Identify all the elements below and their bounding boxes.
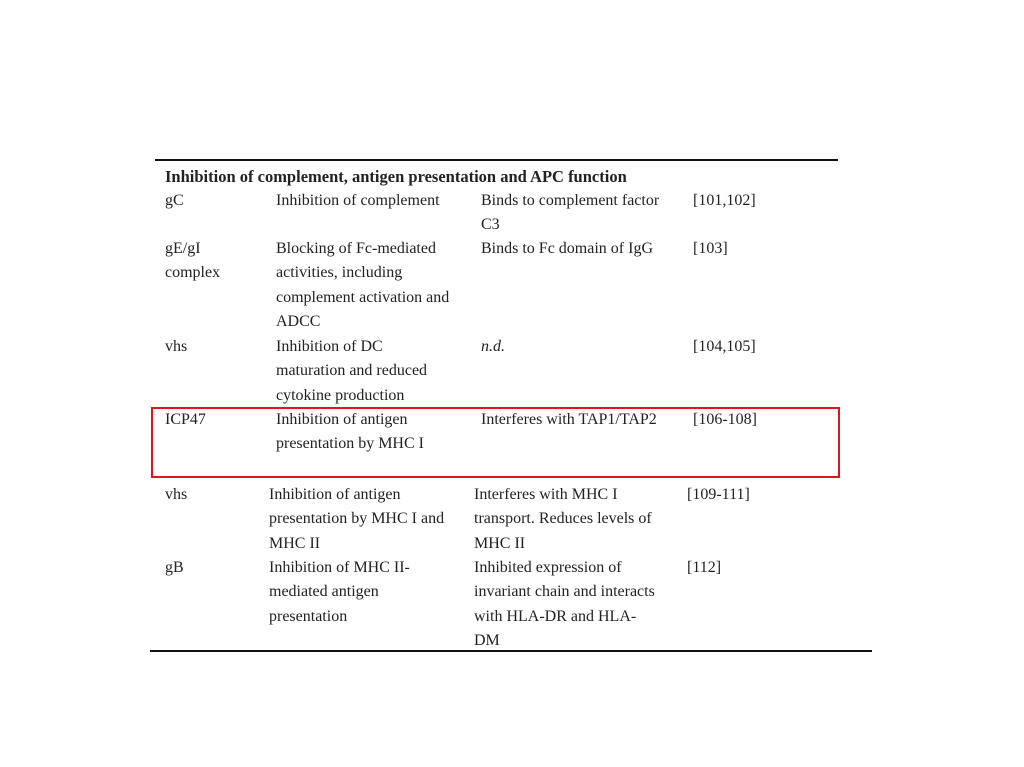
refs-cell: [104,105] bbox=[693, 338, 756, 355]
table-top-rule bbox=[155, 159, 838, 161]
protein-cell: vhs bbox=[165, 486, 188, 503]
protein-cell: gB bbox=[165, 559, 184, 576]
mechanism-cell: Binds to complement factor C3 bbox=[481, 192, 660, 234]
function-cell: Blocking of Fc-mediated activities, including complement activation and ADCC bbox=[276, 240, 450, 330]
table-bottom-rule bbox=[150, 650, 872, 652]
mechanism-cell: Inhibited expression of invariant chain and interacts with HLA-DR and HLA- DM bbox=[474, 559, 655, 649]
protein-cell: ICP47 bbox=[165, 411, 206, 428]
function-cell: Inhibition of complement bbox=[276, 192, 440, 209]
mechanism-cell: Interferes with TAP1/TAP2 bbox=[481, 411, 657, 428]
protein-cell: gE/gI complex bbox=[165, 240, 221, 282]
refs-cell: [109-111] bbox=[687, 486, 750, 503]
refs-cell: [112] bbox=[687, 559, 722, 576]
mechanism-cell: Interferes with MHC I transport. Reduces levels of MHC II bbox=[474, 486, 652, 552]
highlight-box bbox=[151, 407, 840, 478]
protein-cell: vhs bbox=[165, 338, 188, 355]
refs-cell: [103] bbox=[693, 240, 728, 257]
function-cell: Inhibition of antigen presentation by MHC I bbox=[276, 411, 424, 453]
function-cell: Inhibition of MHC II- mediated antigen presentation bbox=[269, 559, 410, 625]
mechanism-cell: n.d. bbox=[481, 338, 505, 355]
function-cell: Inhibition of antigen presentation by MHC I and MHC II bbox=[269, 486, 445, 552]
mechanism-cell: Binds to Fc domain of IgG bbox=[481, 240, 653, 257]
protein-cell: gC bbox=[165, 192, 184, 209]
table-section-header: Inhibition of complement, antigen presentation and APC function bbox=[165, 167, 627, 186]
refs-cell: [101,102] bbox=[693, 192, 756, 209]
refs-cell: [106-108] bbox=[693, 411, 757, 428]
function-cell: Inhibition of DC maturation and reduced cytokine production bbox=[276, 338, 428, 404]
